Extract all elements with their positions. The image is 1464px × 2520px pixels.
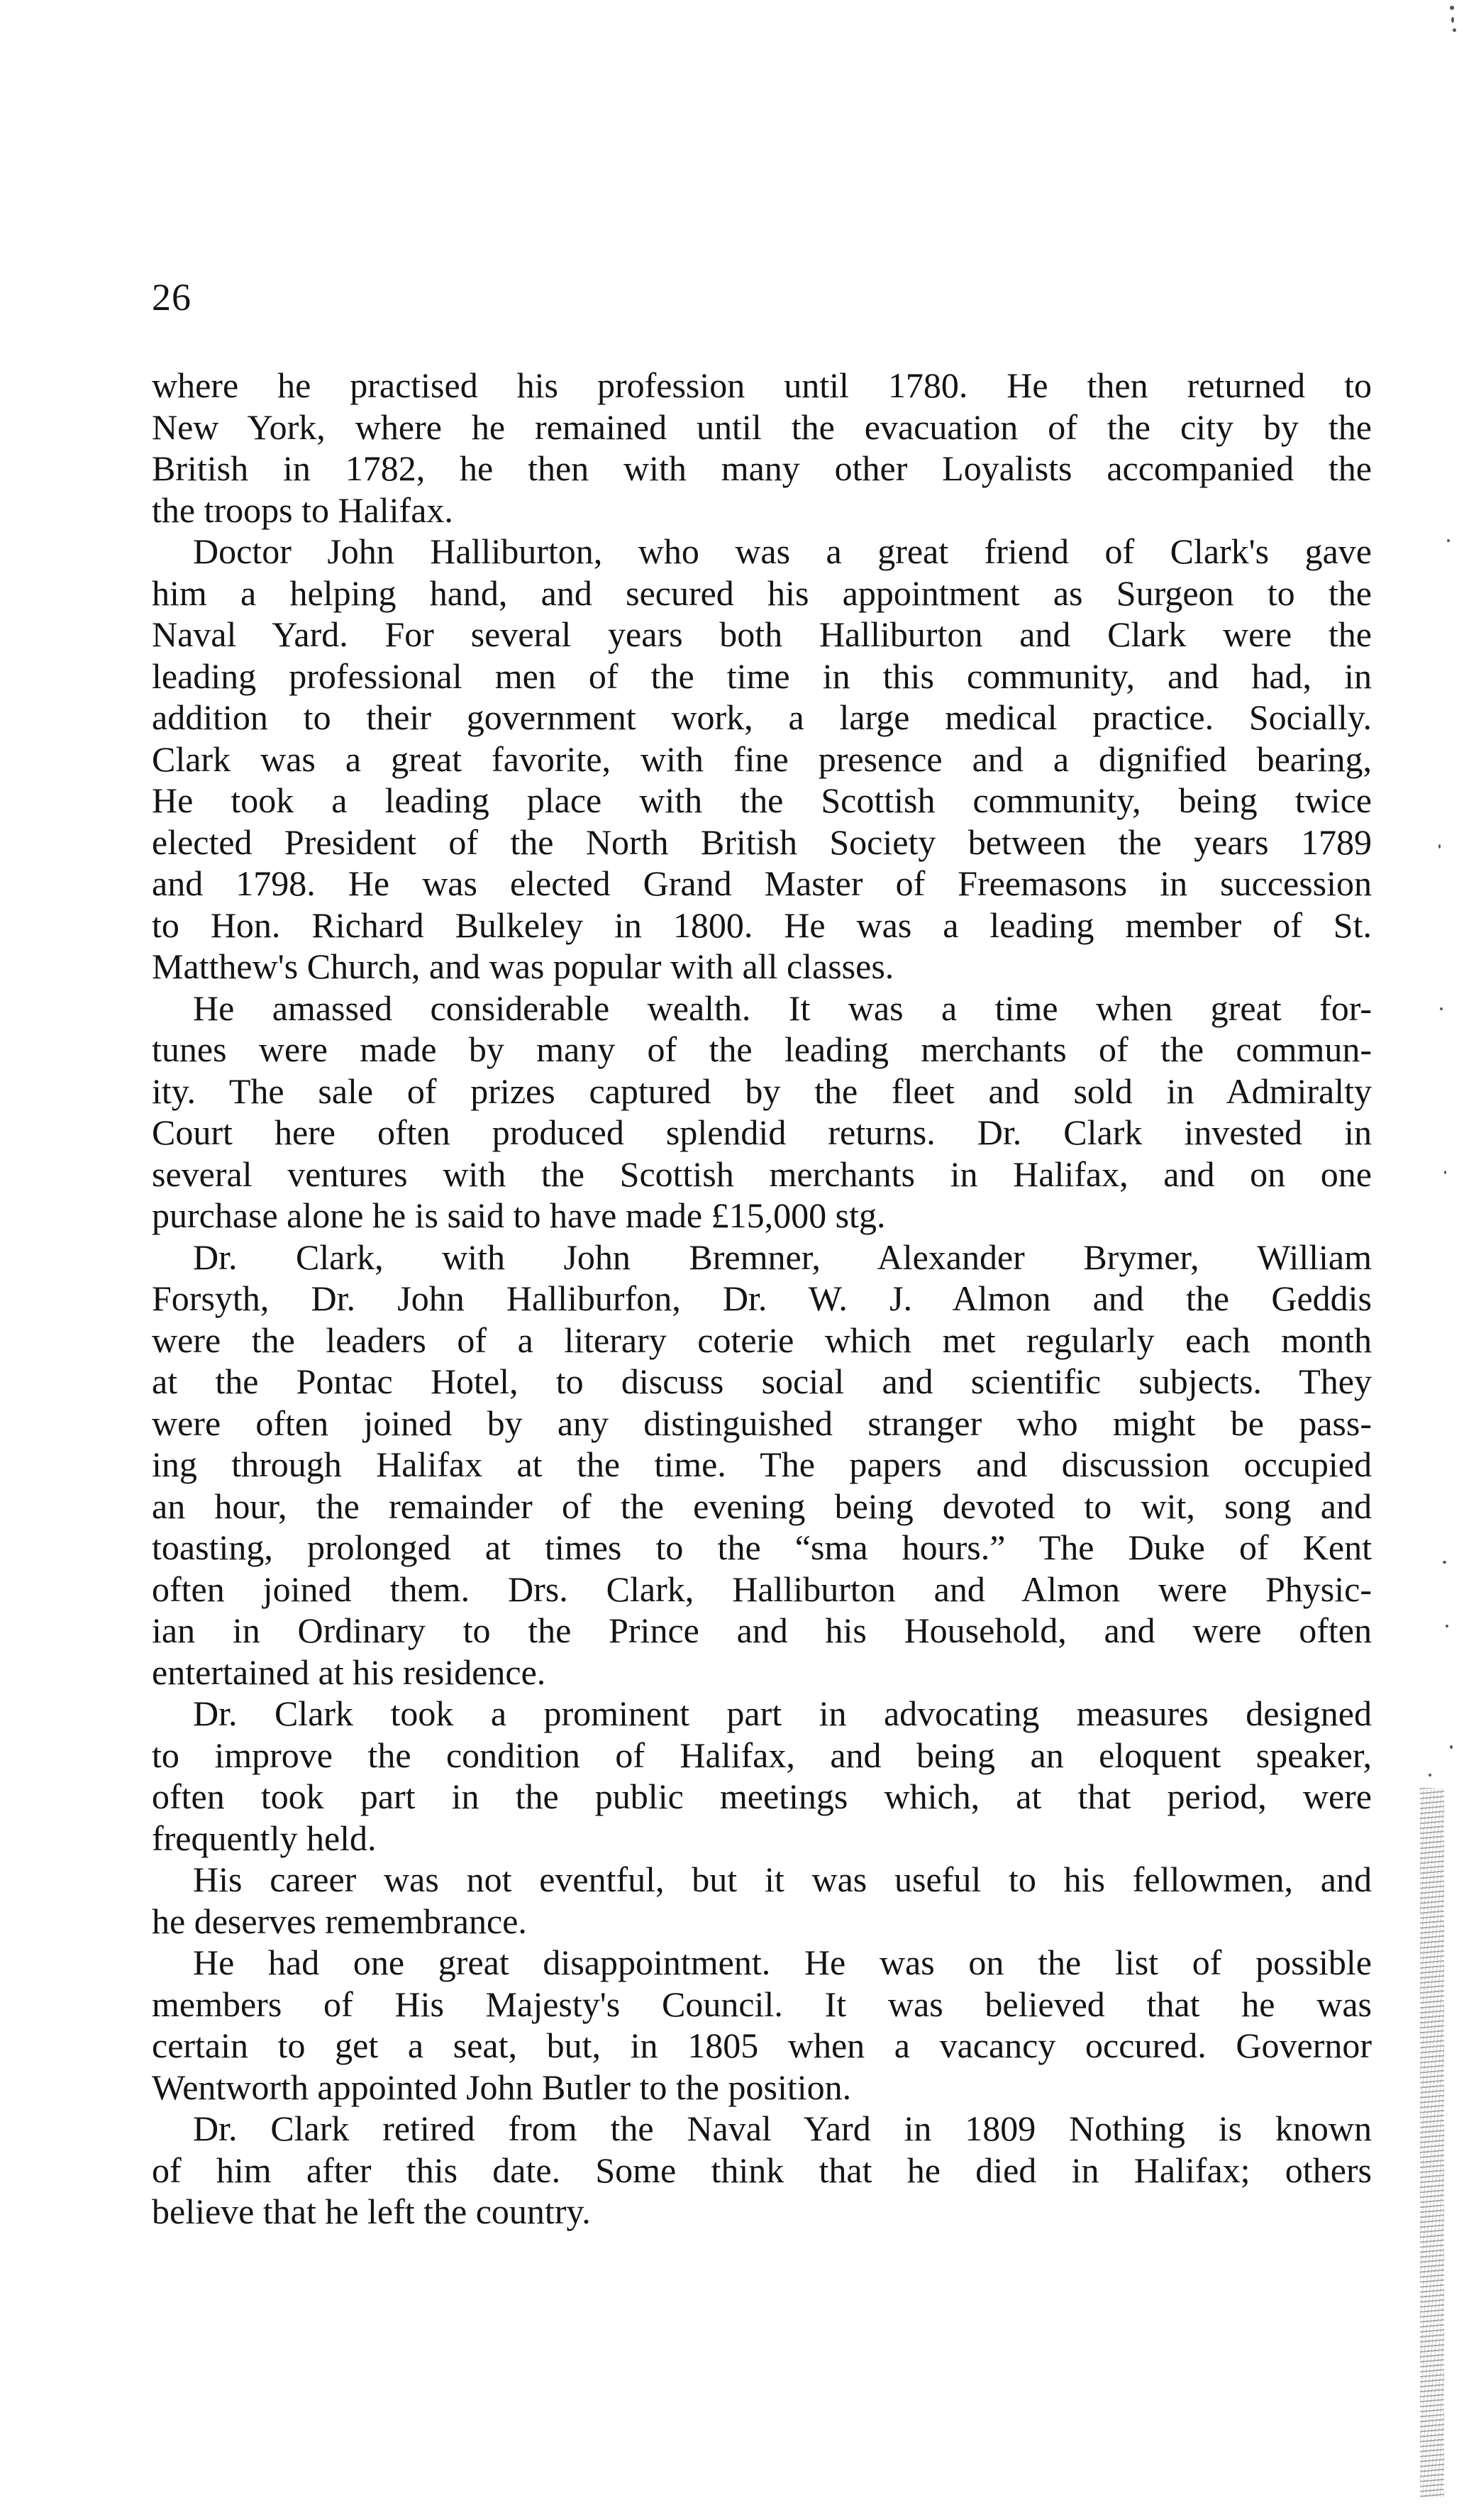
text-line: New York, where he remained until the evacuation of the city by the [152, 407, 1372, 447]
text-line: often took part in the public meetings which, at that period, were [152, 1776, 1372, 1816]
text-line: and 1798. He was elected Grand Master of Freemasons in succession [152, 863, 1372, 903]
text-line: toasting, prolonged at times to the “sma hours.” The Duke of Kent [152, 1527, 1372, 1567]
text-line: ity. The sale of prizes captured by the fleet and sold in Admiralty [152, 1071, 1372, 1111]
text-line: addition to their government work, a large medical practice. Socially. [152, 697, 1372, 737]
text-line: often joined them. Drs. Clark, Halliburton and Almon were Physic- [152, 1569, 1372, 1609]
text-line: ing through Halifax at the time. The papers and discussion occupied [152, 1444, 1372, 1484]
text-line: leading professional men of the time in this community, and had, in [152, 656, 1372, 696]
text-line: were the leaders of a literary coterie which met regularly each month [152, 1320, 1372, 1360]
text-line: Clark was a great favorite, with fine presence and a dignified bearing, [152, 739, 1372, 779]
text-line: entertained at his residence. [152, 1652, 546, 1692]
text-line: Dr. Clark retired from the Naval Yard in 1809 Nothing is known [193, 2109, 1372, 2148]
text-line: Court here often produced splendid returns. Dr. Clark invested in [152, 1112, 1372, 1152]
text-line: Dr. Clark, with John Bremner, Alexander Brymer, William [193, 1237, 1372, 1277]
text-line: Wentworth appointed John Butler to the position. [152, 2067, 852, 2107]
scan-stain [1420, 1788, 1444, 2497]
text-line: an hour, the remainder of the evening being devoted to wit, song and [152, 1486, 1372, 1526]
text-line: where he practised his profession until 1780. He then returned to [152, 365, 1372, 405]
text-line: of him after this date. Some think that he died in Halifax; others [152, 2150, 1372, 2190]
text-line: purchase alone he is said to have made £15,000 stg. [152, 1195, 886, 1235]
text-line: British in 1782, he then with many other Loyalists accompanied the [152, 448, 1372, 488]
body-text [152, 365, 1372, 2233]
text-line: Dr. Clark took a prominent part in advocating measures designed [193, 1693, 1372, 1733]
text-line: Matthew's Church, and was popular with all classes. [152, 946, 894, 986]
text-line: Forsyth, Dr. John Halliburfon, Dr. W. J. Almon and the Geddis [152, 1278, 1372, 1318]
text-line: tunes were made by many of the leading merchants of the commun- [152, 1029, 1372, 1069]
text-line: the troops to Halifax. [152, 490, 453, 530]
text-line: to improve the condition of Halifax, and being an eloquent speaker, [152, 1735, 1372, 1775]
text-line: members of His Majesty's Council. It was believed that he was [152, 1984, 1372, 2024]
text-line: certain to get a seat, but, in 1805 when a vacancy occured. Governor [152, 2026, 1372, 2065]
text-line: He had one great disappointment. He was on the list of possible [193, 1942, 1372, 1982]
text-line: He took a leading place with the Scottish community, being twice [152, 780, 1372, 820]
text-line: were often joined by any distinguished stranger who might be pass- [152, 1403, 1372, 1443]
text-line: His career was not eventful, but it was useful to his fellowmen, and [193, 1859, 1372, 1899]
text-line: him a helping hand, and secured his appointment as Surgeon to the [152, 573, 1372, 613]
text-line: frequently held. [152, 1818, 377, 1858]
text-line: several ventures with the Scottish merchants in Halifax, and on one [152, 1154, 1372, 1194]
text-line: Naval Yard. For several years both Halliburton and Clark were the [152, 614, 1372, 654]
text-line: believe that he left the country. [152, 2192, 591, 2231]
text-line: Doctor John Halliburton, who was a great friend of Clark's gave [193, 531, 1372, 571]
text-line: ian in Ordinary to the Prince and his Household, and were often [152, 1610, 1372, 1650]
text-line: at the Pontac Hotel, to discuss social and scientific subjects. They [152, 1361, 1372, 1401]
text-line: he deserves remembrance. [152, 1901, 527, 1941]
text-line: elected President of the North British Society between the years 1789 [152, 822, 1372, 862]
page-number: 26 [152, 276, 192, 319]
text-line: to Hon. Richard Bulkeley in 1800. He was a leading member of St. [152, 905, 1372, 945]
text-line: He amassed considerable wealth. It was a time when great for- [193, 988, 1372, 1028]
